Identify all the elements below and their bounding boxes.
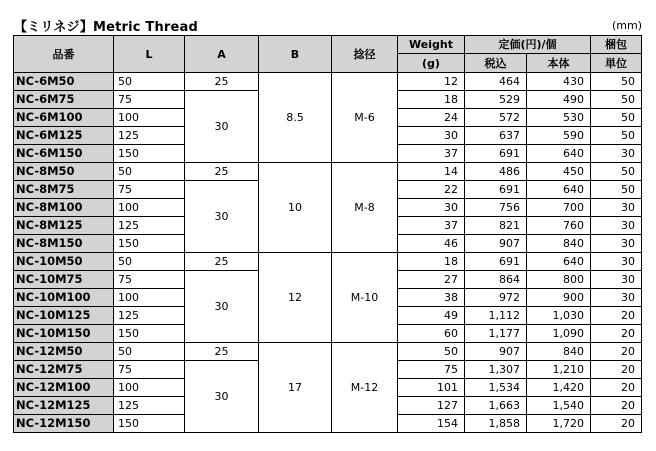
price-tax-incl: 821 [465, 217, 527, 235]
price-base: 1,210 [527, 361, 591, 379]
product-code: NC-6M125 [14, 127, 114, 145]
header-pack-1: 梱包 [591, 36, 642, 54]
weight: 24 [398, 109, 465, 127]
price-base: 590 [527, 127, 591, 145]
pack-unit: 30 [591, 235, 642, 253]
dim-a: 30 [185, 271, 259, 343]
length-l: 75 [114, 181, 185, 199]
dim-a: 25 [185, 73, 259, 91]
product-code: NC-6M150 [14, 145, 114, 163]
pack-unit: 20 [591, 397, 642, 415]
length-l: 125 [114, 127, 185, 145]
length-l: 50 [114, 73, 185, 91]
weight: 50 [398, 343, 465, 361]
header-thread: 捻径 [332, 36, 398, 73]
length-l: 125 [114, 307, 185, 325]
price-tax-incl: 572 [465, 109, 527, 127]
product-code: NC-10M50 [14, 253, 114, 271]
product-code: NC-8M100 [14, 199, 114, 217]
weight: 12 [398, 73, 465, 91]
product-code: NC-12M125 [14, 397, 114, 415]
table-row [14, 163, 642, 181]
header-product: 品番 [14, 36, 114, 73]
pack-unit: 50 [591, 73, 642, 91]
price-base: 530 [527, 109, 591, 127]
product-code: NC-8M125 [14, 217, 114, 235]
pack-unit: 20 [591, 415, 642, 433]
dim-b: 17 [259, 343, 332, 433]
dim-a: 30 [185, 361, 259, 433]
price-base: 640 [527, 253, 591, 271]
weight: 46 [398, 235, 465, 253]
length-l: 50 [114, 253, 185, 271]
thread-size: M-10 [332, 253, 398, 343]
header-row [14, 36, 642, 54]
product-code: NC-10M150 [14, 325, 114, 343]
header-a: A [185, 36, 259, 73]
dim-a: 30 [185, 181, 259, 253]
price-base: 840 [527, 235, 591, 253]
price-base: 640 [527, 181, 591, 199]
pack-unit: 50 [591, 127, 642, 145]
pack-unit: 20 [591, 361, 642, 379]
header-weight-unit: (g) [398, 54, 465, 73]
price-tax-incl: 1,534 [465, 379, 527, 397]
price-tax-incl: 972 [465, 289, 527, 307]
dim-b: 12 [259, 253, 332, 343]
price-tax-incl: 1,307 [465, 361, 527, 379]
price-tax-incl: 691 [465, 253, 527, 271]
dim-b: 8.5 [259, 73, 332, 163]
product-code: NC-6M100 [14, 109, 114, 127]
header-l: L [114, 36, 185, 73]
length-l: 75 [114, 91, 185, 109]
length-l: 150 [114, 235, 185, 253]
price-tax-incl: 864 [465, 271, 527, 289]
pack-unit: 20 [591, 325, 642, 343]
dim-a: 25 [185, 253, 259, 271]
thread-size: M-6 [332, 73, 398, 163]
header-price: 定価(円)/個 [465, 36, 591, 54]
price-tax-incl: 691 [465, 145, 527, 163]
pack-unit: 50 [591, 163, 642, 181]
weight: 14 [398, 163, 465, 181]
price-tax-incl: 637 [465, 127, 527, 145]
price-base: 1,420 [527, 379, 591, 397]
product-code: NC-6M50 [14, 73, 114, 91]
price-tax-incl: 756 [465, 199, 527, 217]
unit-label: (mm) [612, 19, 643, 32]
weight: 154 [398, 415, 465, 433]
weight: 101 [398, 379, 465, 397]
pack-unit: 50 [591, 91, 642, 109]
length-l: 150 [114, 145, 185, 163]
header-weight: Weight [398, 36, 465, 54]
pack-unit: 30 [591, 271, 642, 289]
pack-unit: 30 [591, 199, 642, 217]
weight: 18 [398, 253, 465, 271]
product-code: NC-6M75 [14, 91, 114, 109]
pack-unit: 30 [591, 289, 642, 307]
weight: 37 [398, 145, 465, 163]
weight: 18 [398, 91, 465, 109]
price-tax-incl: 1,663 [465, 397, 527, 415]
price-base: 760 [527, 217, 591, 235]
weight: 60 [398, 325, 465, 343]
product-code: NC-12M100 [14, 379, 114, 397]
pack-unit: 50 [591, 181, 642, 199]
price-base: 1,030 [527, 307, 591, 325]
weight: 22 [398, 181, 465, 199]
price-tax-incl: 464 [465, 73, 527, 91]
length-l: 150 [114, 415, 185, 433]
weight: 30 [398, 127, 465, 145]
spec-table [13, 35, 642, 433]
table-row [14, 253, 642, 271]
dim-a: 25 [185, 163, 259, 181]
length-l: 50 [114, 163, 185, 181]
product-code: NC-10M125 [14, 307, 114, 325]
weight: 49 [398, 307, 465, 325]
product-code: NC-12M75 [14, 361, 114, 379]
price-base: 800 [527, 271, 591, 289]
header-tax-incl: 税込 [465, 54, 527, 73]
pack-unit: 20 [591, 307, 642, 325]
price-base: 490 [527, 91, 591, 109]
dim-a: 30 [185, 91, 259, 163]
price-base: 700 [527, 199, 591, 217]
price-base: 900 [527, 289, 591, 307]
pack-unit: 30 [591, 145, 642, 163]
price-tax-incl: 907 [465, 235, 527, 253]
length-l: 100 [114, 199, 185, 217]
price-tax-incl: 691 [465, 181, 527, 199]
header-base: 本体 [527, 54, 591, 73]
weight: 127 [398, 397, 465, 415]
price-tax-incl: 1,858 [465, 415, 527, 433]
thread-size: M-12 [332, 343, 398, 433]
price-tax-incl: 529 [465, 91, 527, 109]
weight: 27 [398, 271, 465, 289]
length-l: 125 [114, 397, 185, 415]
product-code: NC-8M50 [14, 163, 114, 181]
table-row [14, 343, 642, 361]
product-code: NC-8M150 [14, 235, 114, 253]
price-tax-incl: 1,112 [465, 307, 527, 325]
dim-a: 25 [185, 343, 259, 361]
spec-table-body [14, 73, 642, 433]
price-base: 430 [527, 73, 591, 91]
price-tax-incl: 1,177 [465, 325, 527, 343]
price-tax-incl: 907 [465, 343, 527, 361]
length-l: 75 [114, 361, 185, 379]
length-l: 150 [114, 325, 185, 343]
page-title: 【ミリネジ】Metric Thread [14, 20, 199, 35]
product-code: NC-12M50 [14, 343, 114, 361]
length-l: 50 [114, 343, 185, 361]
price-base: 1,540 [527, 397, 591, 415]
length-l: 100 [114, 289, 185, 307]
price-tax-incl: 486 [465, 163, 527, 181]
header-pack-2: 単位 [591, 54, 642, 73]
table-row [14, 73, 642, 91]
length-l: 100 [114, 109, 185, 127]
pack-unit: 30 [591, 253, 642, 271]
dim-b: 10 [259, 163, 332, 253]
product-code: NC-10M100 [14, 289, 114, 307]
pack-unit: 20 [591, 343, 642, 361]
product-code: NC-8M75 [14, 181, 114, 199]
price-base: 840 [527, 343, 591, 361]
pack-unit: 50 [591, 109, 642, 127]
price-base: 1,090 [527, 325, 591, 343]
price-base: 1,720 [527, 415, 591, 433]
pack-unit: 30 [591, 217, 642, 235]
product-code: NC-10M75 [14, 271, 114, 289]
weight: 37 [398, 217, 465, 235]
length-l: 75 [114, 271, 185, 289]
header-b: B [259, 36, 332, 73]
weight: 38 [398, 289, 465, 307]
thread-size: M-8 [332, 163, 398, 253]
price-base: 640 [527, 145, 591, 163]
weight: 30 [398, 199, 465, 217]
weight: 75 [398, 361, 465, 379]
length-l: 100 [114, 379, 185, 397]
pack-unit: 20 [591, 379, 642, 397]
price-base: 450 [527, 163, 591, 181]
product-code: NC-12M150 [14, 415, 114, 433]
length-l: 125 [114, 217, 185, 235]
